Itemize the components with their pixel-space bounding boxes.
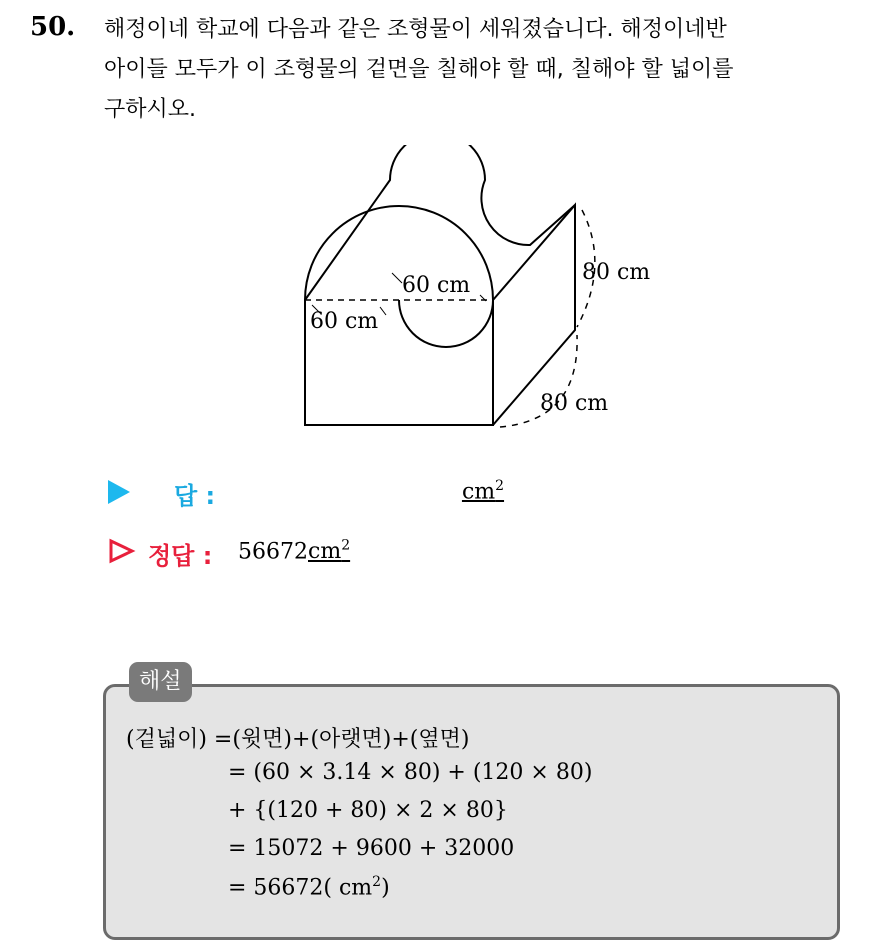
question-line: 아이들 모두가 이 조형물의 겉면을 칠해야 할 때, 칠해야 할 넓이를	[104, 57, 734, 82]
label-top-diameter: 60 cm	[402, 273, 471, 298]
label-left-diameter: 60 cm	[310, 309, 379, 334]
correct-value: $56672cm^2$	[238, 538, 351, 565]
question-number: 50.	[30, 12, 76, 42]
correct-answer-row	[108, 536, 608, 570]
solution-line: + {(120 + 80) × 2 × 80}	[228, 798, 508, 823]
front-notch	[399, 300, 493, 347]
question-text	[104, 10, 874, 130]
triangle-outline-icon	[108, 538, 136, 564]
answer-row	[108, 476, 608, 508]
solution-line-final: = 56672( $cm^2$)	[228, 874, 390, 901]
answer-blank[interactable]: $cm^2$	[461, 478, 505, 505]
correct-label: 정답 :	[148, 542, 213, 570]
label-depth: 80 cm	[540, 391, 609, 416]
sculpture-figure	[290, 145, 690, 445]
question-line: 구하시오.	[104, 97, 197, 122]
solution-line: = (60 × 3.14 × 80) + (120 × 80)	[228, 760, 593, 785]
answer-label: 답 :	[174, 482, 216, 510]
solution-tag: 해설	[129, 662, 192, 702]
triangle-icon	[108, 480, 130, 504]
question-line: 해정이네 학교에 다음과 같은 조형물이 세워졌습니다. 해정이네반	[104, 17, 727, 42]
label-height: 80 cm	[582, 260, 651, 285]
solution-line: (겉넓이) =(윗면)+(아랫면)+(옆면)	[126, 727, 470, 752]
solution-line: = 15072 + 9600 + 32000	[228, 836, 515, 861]
